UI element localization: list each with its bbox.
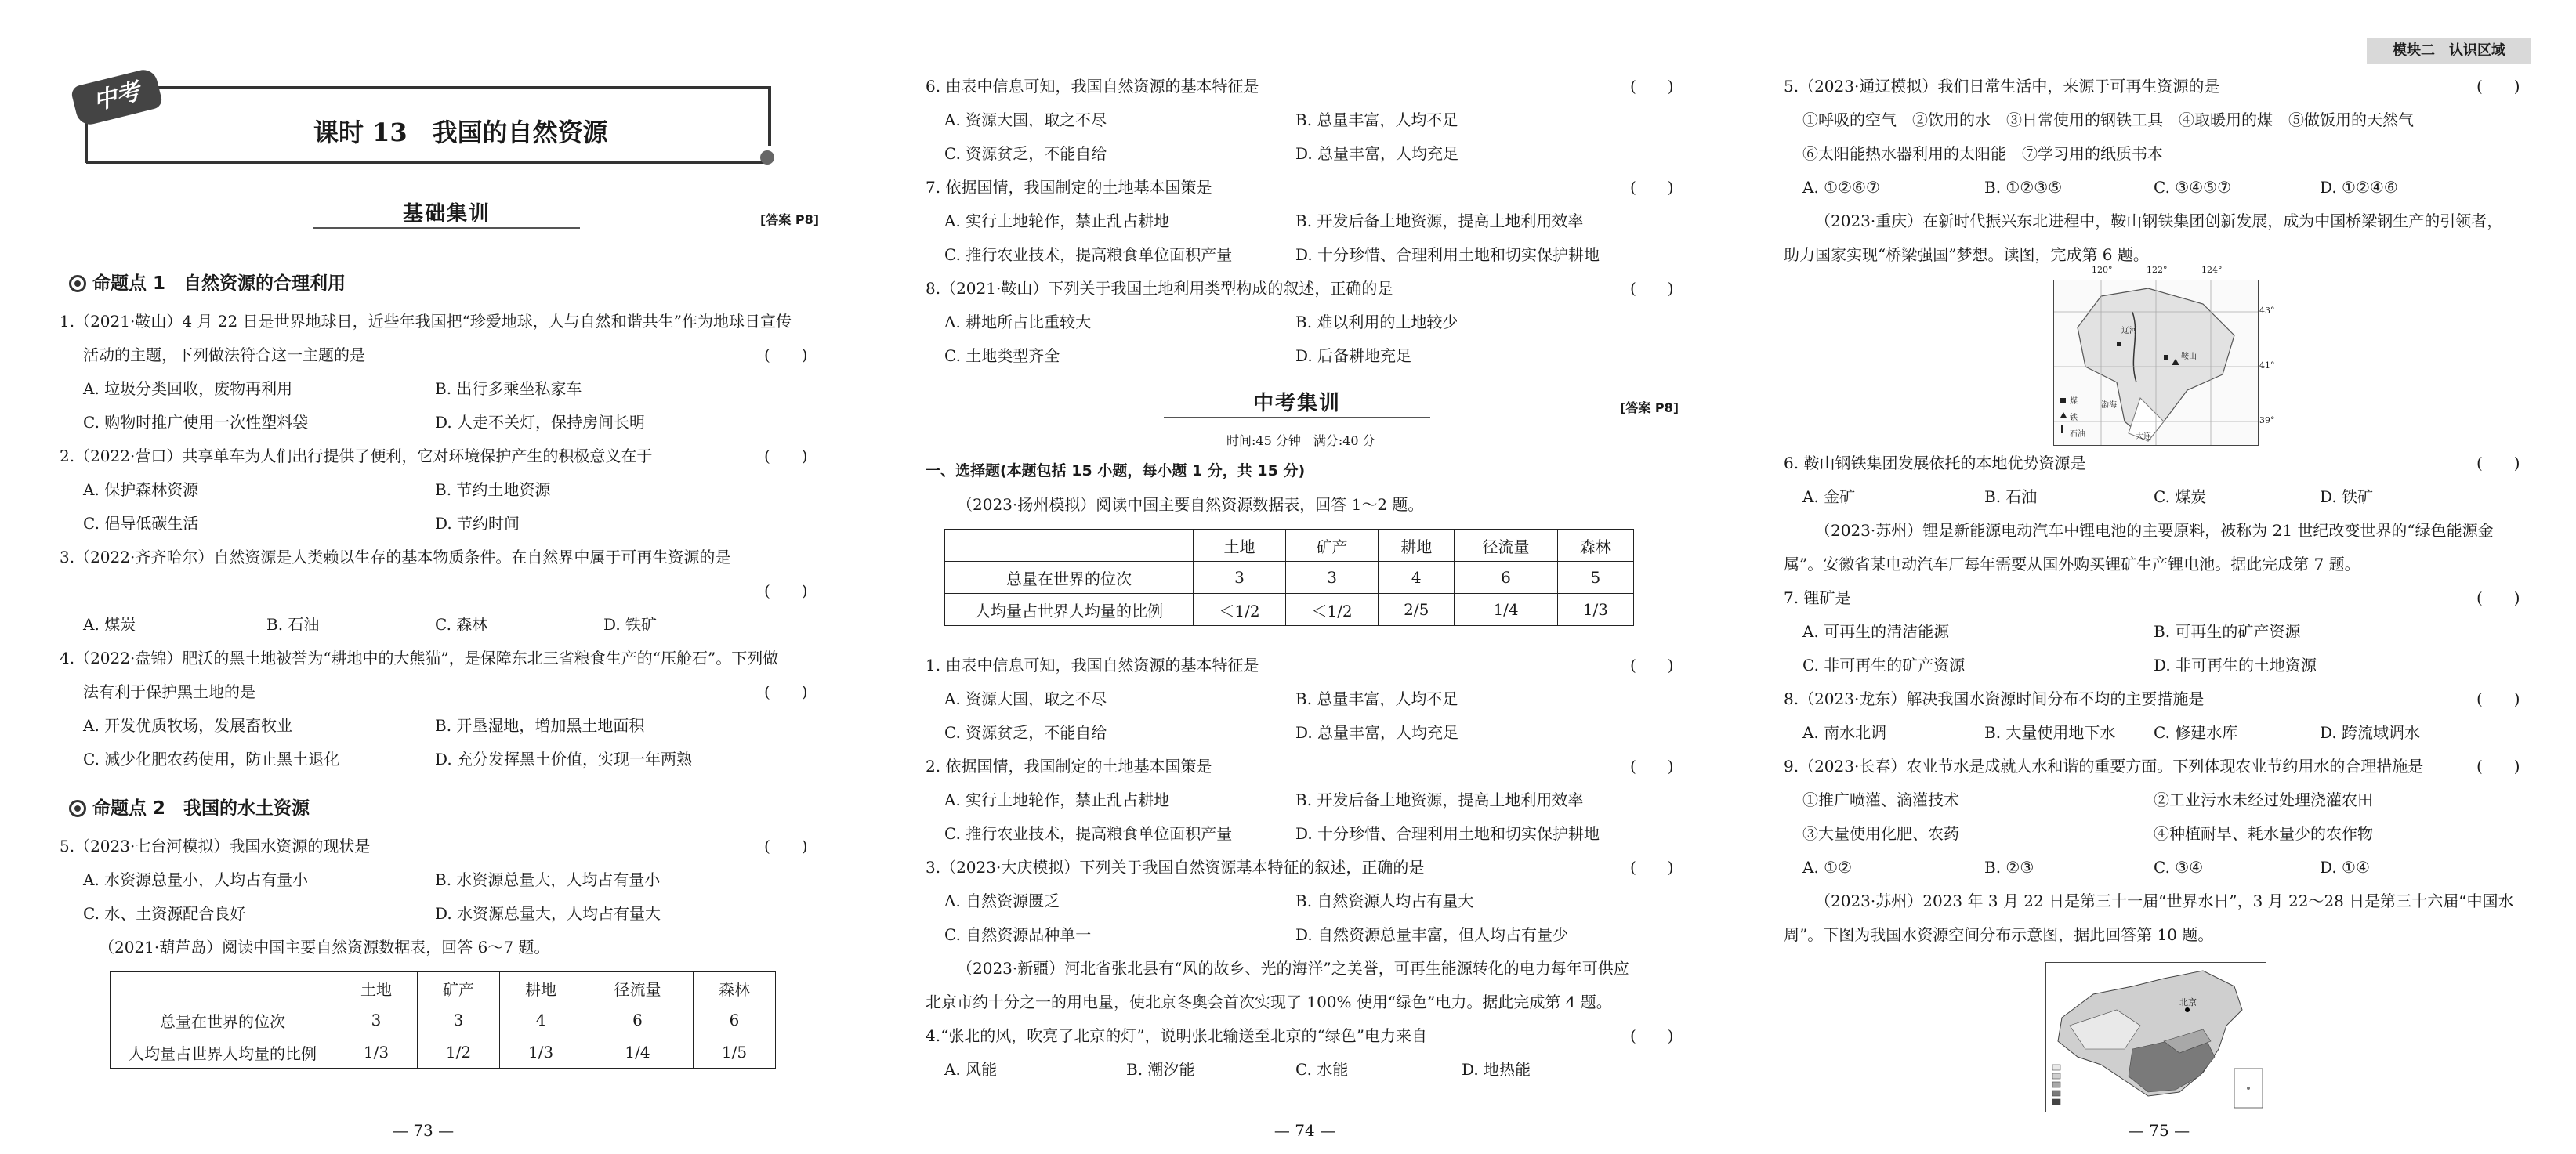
table-cell: 1/4 <box>582 1036 694 1069</box>
middle-page <box>921 0 1689 1154</box>
q5-option-d[interactable]: D. 水资源总量大，人均占有量大 <box>435 904 661 923</box>
q5-option-c[interactable]: C. 水、土资源配合良好 <box>83 904 246 923</box>
section-heading-underline <box>1164 417 1430 418</box>
m-q3-option-c[interactable]: C. 自然资源品种单一 <box>944 925 1092 944</box>
q3-answer-blank[interactable]: ( ) <box>764 581 808 600</box>
r-q5-stem: 5.（2023·通辽模拟）我们日常生活中，来源于可再生资源的是 <box>1784 77 2220 96</box>
q7-option-a[interactable]: A. 实行土地轮作，禁止乱占耕地 <box>944 212 1170 230</box>
q4-answer-blank[interactable]: ( ) <box>764 682 808 701</box>
topic-2-heading <box>69 794 310 819</box>
liaoning-map-graphic <box>2054 280 2258 445</box>
legend-iron: 铁 <box>2070 414 2078 422</box>
q3-option-a[interactable]: A. 煤炭 <box>83 615 136 634</box>
q6-7-intro: （2021·葫芦岛）阅读中国主要自然资源数据表，回答 6～7 题。 <box>99 938 550 957</box>
module-header-tag <box>2367 38 2531 64</box>
q8-stem: 8.（2021·鞍山）下列关于我国土地利用类型构成的叙述，正确的是 <box>926 279 1393 298</box>
r-q7-option-d[interactable]: D. 非可再生的土地资源 <box>2154 656 2317 675</box>
banner-top-rule <box>125 86 768 89</box>
q4-option-a[interactable]: A. 开发优质牧场，发展畜牧业 <box>83 716 293 735</box>
q4-stem-2: 法有利于保护黑土地的是 <box>83 682 255 701</box>
q8-option-a[interactable]: A. 耕地所占比重较大 <box>944 313 1092 331</box>
target-icon <box>69 800 86 817</box>
q2-option-b[interactable]: B. 节约土地资源 <box>435 480 551 499</box>
q2-option-a[interactable]: A. 保护森林资源 <box>83 480 199 499</box>
part-title: 一、选择题(本题包括 15 小题，每小题 1 分，共 15 分) <box>926 462 1306 479</box>
m-q4-option-b[interactable]: B. 潮汐能 <box>1126 1060 1195 1079</box>
m-q1-option-d[interactable]: D. 总量丰富，人均充足 <box>1295 723 1459 742</box>
table-cell: ＜1/2 <box>1286 594 1379 626</box>
table-cell: 总量在世界的位次 <box>945 562 1194 594</box>
q1-option-a[interactable]: A. 垃圾分类回收，废物再利用 <box>83 379 293 398</box>
table-cell: 3 <box>1194 562 1286 594</box>
q6-option-c[interactable]: C. 资源贫乏，不能自给 <box>944 144 1107 163</box>
table-header-cell <box>945 530 1194 562</box>
q6-stem: 6. 由表中信息可知，我国自然资源的基本特征是 <box>926 77 1259 96</box>
q1-option-b[interactable]: B. 出行多乘坐私家车 <box>435 379 582 398</box>
q1-option-c[interactable]: C. 购物时推广使用一次性塑料袋 <box>83 413 309 432</box>
r-q7-stem: 7. 锂矿是 <box>1784 588 1851 607</box>
q4-intro-2: 北京市约十分之一的用电量，使北京冬奥会首次实现了 100% 使用“绿色”电力。据此完成第 4 题。 <box>926 993 1612 1011</box>
q2-answer-blank[interactable]: ( ) <box>764 447 808 465</box>
q2-stem: 2.（2022·营口）共享单车为人们出行提供了便利，它对环境保护产生的积极意义在于 <box>60 447 653 465</box>
m-q1-answer-blank[interactable]: ( ) <box>1630 656 1674 675</box>
time-info: 时间:45 分钟 满分:40 分 <box>1226 433 1375 448</box>
m-q2-option-c[interactable]: C. 推行农业技术，提高粮食单位面积产量 <box>944 824 1233 843</box>
q6-option-b[interactable]: B. 总量丰富，人均不足 <box>1295 110 1458 129</box>
q5-answer-blank[interactable]: ( ) <box>764 837 808 856</box>
q6-intro-2: 助力国家实现“桥梁强国”梦想。读图，完成第 6 题。 <box>1784 245 2149 264</box>
table-cell: 6 <box>582 1004 694 1036</box>
legend-coal: 煤 <box>2070 397 2078 406</box>
q6-intro-1: （2023·重庆）在新时代振兴东北进程中，鞍山钢铁集团创新发展，成为中国桥梁钢生产的引领者， <box>1815 212 2503 230</box>
section-heading <box>337 197 556 229</box>
place-label: 渤海 <box>2101 401 2117 410</box>
r-q8-option-a[interactable]: A. 南水北调 <box>1802 723 1887 742</box>
page-number: — 74 — <box>1274 1121 1336 1140</box>
table-cell: 人均量占世界人均量的比例 <box>111 1036 335 1069</box>
table-cell: 3 <box>335 1004 418 1036</box>
table-header-row <box>945 530 1634 562</box>
page-number: — 73 — <box>392 1121 455 1140</box>
table-cell: 5 <box>1557 562 1633 594</box>
m-q1-option-a[interactable]: A. 资源大国，取之不尽 <box>944 689 1107 708</box>
q7-option-c[interactable]: C. 推行农业技术，提高粮食单位面积产量 <box>944 245 1233 264</box>
table-header-cell: 矿产 <box>418 972 500 1004</box>
resource-table-left <box>110 971 776 1069</box>
q2-option-d[interactable]: D. 节约时间 <box>435 514 520 533</box>
place-label: 辽河 <box>2121 327 2137 335</box>
m-q3-answer-blank[interactable]: ( ) <box>1630 858 1674 877</box>
table-header-cell: 耕地 <box>1379 530 1455 562</box>
page-number: — 75 — <box>2128 1121 2190 1140</box>
m-q1-stem: 1. 由表中信息可知，我国自然资源的基本特征是 <box>926 656 1259 675</box>
china-water-resource-map <box>2045 962 2266 1112</box>
table-header-cell: 矿产 <box>1286 530 1379 562</box>
r-q5-items-1: ①呼吸的空气 ②饮用的水 ③日常使用的钢铁工具 ④取暖用的煤 ⑤做饭用的天然气 <box>1802 110 2414 129</box>
table-header-cell: 森林 <box>693 972 775 1004</box>
r-q8-option-c[interactable]: C. 修建水库 <box>2154 723 2238 742</box>
banner-bottom-rule <box>86 161 768 164</box>
module-header-text: 模块二 认识区域 <box>2393 42 2505 59</box>
topic-2-text: 命题点 2 我国的水土资源 <box>92 798 310 819</box>
table-cell: 1/3 <box>335 1036 418 1069</box>
logo-badge <box>70 67 163 156</box>
q7-option-d[interactable]: D. 十分珍惜、合理利用土地和切实保护耕地 <box>1295 245 1600 264</box>
r-q9-option-b[interactable]: B. ②③ <box>1984 858 2034 877</box>
q4-option-b[interactable]: B. 开垦湿地，增加黑土地面积 <box>435 716 645 735</box>
r-q7-option-a[interactable]: A. 可再生的清洁能源 <box>1802 622 1950 641</box>
lesson-title: 课时 13 我国的自然资源 <box>313 118 608 147</box>
r-q5-option-b[interactable]: B. ①②③⑤ <box>1984 178 2063 197</box>
r-q9-item-3: ③大量使用化肥、农药 <box>1802 824 1959 843</box>
logo-text: 中考123 <box>90 78 154 156</box>
legend-oil: 石油 <box>2070 430 2085 439</box>
q6-option-a[interactable]: A. 资源大国，取之不尽 <box>944 110 1107 129</box>
table-row <box>111 1036 776 1069</box>
resource-table-middle <box>944 529 1634 626</box>
r-q9-option-a[interactable]: A. ①② <box>1802 858 1853 877</box>
r-q9-item-4: ④种植耐旱、耗水量少的农作物 <box>2154 824 2373 843</box>
table-cell: 总量在世界的位次 <box>111 1004 335 1036</box>
q4-option-d[interactable]: D. 充分发挥黑土价值，实现一年两熟 <box>435 750 693 769</box>
banner-dot <box>760 150 774 165</box>
r-q5-option-d[interactable]: D. ①②④⑥ <box>2320 178 2398 197</box>
m-q2-answer-blank[interactable]: ( ) <box>1630 757 1674 776</box>
q3-option-d[interactable]: D. 铁矿 <box>603 615 658 634</box>
section-heading <box>1187 387 1407 418</box>
r-q9-stem: 9.（2023·长春）农业节水是成就人水和谐的重要方面。下列体现农业节约用水的合理措施是 <box>1784 757 2424 776</box>
table-header-cell: 耕地 <box>500 972 582 1004</box>
m-q3-option-b[interactable]: B. 自然资源人均占有量大 <box>1295 892 1474 910</box>
q5-stem: 5.（2023·七台河模拟）我国水资源的现状是 <box>60 837 371 856</box>
right-page <box>1779 0 2539 1154</box>
r-q6-option-a[interactable]: A. 金矿 <box>1802 487 1856 506</box>
m-q2-option-b[interactable]: B. 开发后备土地资源，提高土地利用效率 <box>1295 790 1584 809</box>
q5-option-b[interactable]: B. 水资源总量大，人均占有量小 <box>435 870 661 889</box>
table-header-cell: 土地 <box>335 972 418 1004</box>
table-header-cell: 森林 <box>1557 530 1633 562</box>
table-cell: 人均量占世界人均量的比例 <box>945 594 1194 626</box>
m-q3-option-d[interactable]: D. 自然资源总量丰富，但人均占有量少 <box>1295 925 1569 944</box>
q1-option-d[interactable]: D. 人走不关灯，保持房间长明 <box>435 413 646 432</box>
r-q9-option-d[interactable]: D. ①④ <box>2320 858 2370 877</box>
place-label: 大连 <box>2136 432 2151 441</box>
r-q9-item-2: ②工业污水未经过处理浇灌农田 <box>2154 790 2373 809</box>
left-page <box>55 0 820 1154</box>
table-header-cell: 土地 <box>1194 530 1286 562</box>
topic-1-text: 命题点 1 自然资源的合理利用 <box>92 273 346 294</box>
r-q5-option-c[interactable]: C. ③④⑤⑦ <box>2154 178 2232 197</box>
lon-label: 122° <box>2147 265 2168 275</box>
section-heading-underline <box>313 227 580 229</box>
q10-intro-2: 周”。下图为我国水资源空间分布示意图，据此回答第 10 题。 <box>1784 925 2214 944</box>
liaoning-resource-map <box>2053 265 2275 446</box>
table-cell: 1/5 <box>693 1036 775 1069</box>
q1-stem-2: 活动的主题，下列做法符合这一主题的是 <box>83 345 365 364</box>
table-cell: ＜1/2 <box>1194 594 1286 626</box>
q7-stem: 7. 依据国情，我国制定的土地基本国策是 <box>926 178 1212 197</box>
r-q6-answer-blank[interactable]: ( ) <box>2476 454 2520 472</box>
lat-label: 41° <box>2259 360 2275 371</box>
q3-option-c[interactable]: C. 森林 <box>435 615 488 634</box>
table-cell: 4 <box>500 1004 582 1036</box>
m-q1-option-b[interactable]: B. 总量丰富，人均不足 <box>1295 689 1458 708</box>
q2-option-c[interactable]: C. 倡导低碳生活 <box>83 514 199 533</box>
table-cell: 1/2 <box>418 1036 500 1069</box>
table-cell: 2/5 <box>1379 594 1455 626</box>
table-header-cell: 径流量 <box>582 972 694 1004</box>
table-cell: 3 <box>418 1004 500 1036</box>
q8-option-d[interactable]: D. 后备耕地充足 <box>1295 346 1412 365</box>
table-cell: 6 <box>693 1004 775 1036</box>
m-q4-stem: 4.“张北的风，吹亮了北京的灯”，说明张北输送至北京的“绿色”电力来自 <box>926 1026 1427 1045</box>
q3-option-b[interactable]: B. 石油 <box>266 615 320 634</box>
table-cell: 6 <box>1455 562 1557 594</box>
m-q4-option-d[interactable]: D. 地热能 <box>1462 1060 1531 1079</box>
m-q4-option-c[interactable]: C. 水能 <box>1295 1060 1349 1079</box>
r-q6-option-c[interactable]: C. 煤炭 <box>2154 487 2207 506</box>
q8-answer-blank[interactable]: ( ) <box>1630 279 1674 298</box>
q4-option-c[interactable]: C. 减少化肥农药使用，防止黑土退化 <box>83 750 340 769</box>
m-q2-option-a[interactable]: A. 实行土地轮作，禁止乱占耕地 <box>944 790 1170 809</box>
table-row <box>111 1004 776 1036</box>
r-q8-stem: 8.（2023·龙东）解决我国水资源时间分布不均的主要措施是 <box>1784 689 2205 708</box>
m-q3-option-a[interactable]: A. 自然资源匮乏 <box>944 892 1060 910</box>
lesson-title-banner <box>78 78 823 165</box>
q8-option-b[interactable]: B. 难以利用的土地较少 <box>1295 313 1458 331</box>
r-q7-option-c[interactable]: C. 非可再生的矿产资源 <box>1802 656 1966 675</box>
r-q6-stem: 6. 鞍山钢铁集团发展依托的本地优势资源是 <box>1784 454 2086 472</box>
table-cell: 4 <box>1379 562 1455 594</box>
r-q6-option-d[interactable]: D. 铁矿 <box>2320 487 2374 506</box>
china-map-graphic <box>2046 963 2266 1112</box>
q10-intro-1: （2023·苏州）2023 年 3 月 22 日是第三十一届“世界水日”，3 月 22～28 日是第三十六届“中国水 <box>1815 892 2514 910</box>
table-cell: 1/3 <box>500 1036 582 1069</box>
q1-answer-blank[interactable]: ( ) <box>764 345 808 364</box>
q6-answer-blank[interactable]: ( ) <box>1630 77 1674 96</box>
q4-intro-1: （2023·新疆）河北省张北县有“风的故乡、光的海洋”之美誉，可再生能源转化的电力每年可供应 <box>957 959 1629 978</box>
r-q5-items-2: ⑥太阳能热水器利用的太阳能 ⑦学习用的纸质书本 <box>1802 144 2163 163</box>
answer-ref: [答案 P8] <box>1620 400 1679 415</box>
q3-stem: 3.（2022·齐齐哈尔）自然资源是人类赖以生存的基本物质条件。在自然界中属于可再生资源的是 <box>60 548 731 566</box>
q8-option-c[interactable]: C. 土地类型齐全 <box>944 346 1060 365</box>
q1-stem-1: 1.（2021·鞍山）4 月 22 日是世界地球日，近些年我国把“珍爱地球，人与自然和谐共生”作为地球日宣传 <box>60 312 792 331</box>
table-cell: 3 <box>1286 562 1379 594</box>
m-q3-stem: 3.（2023·大庆模拟）下列关于我国自然资源基本特征的叙述，正确的是 <box>926 858 1425 877</box>
m-q4-option-a[interactable]: A. 风能 <box>944 1060 998 1079</box>
section-heading-text: 基础集训 <box>402 202 491 226</box>
r-q8-option-b[interactable]: B. 大量使用地下水 <box>1984 723 2116 742</box>
r-q9-option-c[interactable]: C. ③④ <box>2154 858 2204 877</box>
r-q8-option-d[interactable]: D. 跨流域调水 <box>2320 723 2421 742</box>
q1-2-intro: （2023·扬州模拟）阅读中国主要自然资源数据表，回答 1～2 题。 <box>957 495 1424 514</box>
r-q9-item-1: ①推广喷灌、滴灌技术 <box>1802 790 1959 809</box>
r-q8-answer-blank[interactable]: ( ) <box>2476 689 2520 708</box>
q6-option-d[interactable]: D. 总量丰富，人均充足 <box>1295 144 1459 163</box>
table-header-row <box>111 972 776 1004</box>
q7-intro-1: （2023·苏州）锂是新能源电动汽车中锂电池的主要原料，被称为 21 世纪改变世界的“绿色能源金 <box>1815 521 2494 540</box>
r-q9-answer-blank[interactable]: ( ) <box>2476 757 2520 776</box>
m-q4-answer-blank[interactable]: ( ) <box>1630 1026 1674 1045</box>
banner-right-bar <box>768 86 771 146</box>
lat-label: 39° <box>2259 415 2275 425</box>
table-row <box>945 594 1634 626</box>
table-cell: 1/3 <box>1557 594 1633 626</box>
table-row <box>945 562 1634 594</box>
m-q1-option-c[interactable]: C. 资源贫乏，不能自给 <box>944 723 1107 742</box>
lat-label: 43° <box>2259 306 2275 316</box>
place-beijing: 北京 <box>2179 997 2197 1007</box>
r-q5-option-a[interactable]: A. ①②⑥⑦ <box>1802 178 1880 197</box>
table-header-cell: 径流量 <box>1455 530 1557 562</box>
r-q7-answer-blank[interactable]: ( ) <box>2476 588 2520 607</box>
q7-intro-2: 属”。安徽省某电动汽车厂每年需要从国外购买锂矿生产锂电池。据此完成第 7 题。 <box>1784 555 2360 573</box>
r-q7-option-b[interactable]: B. 可再生的矿产资源 <box>2154 622 2301 641</box>
q5-option-a[interactable]: A. 水资源总量小，人均占有量小 <box>83 870 309 889</box>
target-icon <box>69 275 86 292</box>
place-label: 鞍山 <box>2181 353 2197 361</box>
table-cell: 1/4 <box>1455 594 1557 626</box>
q7-answer-blank[interactable]: ( ) <box>1630 178 1674 197</box>
r-q5-answer-blank[interactable]: ( ) <box>2476 77 2520 96</box>
section-heading-text: 中考集训 <box>1252 392 1341 415</box>
table-header-cell <box>111 972 335 1004</box>
m-q2-option-d[interactable]: D. 十分珍惜、合理利用土地和切实保护耕地 <box>1295 824 1600 843</box>
q7-option-b[interactable]: B. 开发后备土地资源，提高土地利用效率 <box>1295 212 1584 230</box>
topic-1-heading <box>69 269 346 295</box>
m-q2-stem: 2. 依据国情，我国制定的土地基本国策是 <box>926 757 1212 776</box>
answer-ref: [答案 P8] <box>760 212 820 227</box>
q4-stem-1: 4.（2022·盘锦）肥沃的黑土地被誉为“耕地中的大熊猫”，是保障东北三省粮食生产的“压舱石”。下列做 <box>60 649 779 667</box>
lon-label: 120° <box>2092 265 2113 275</box>
lon-label: 124° <box>2201 265 2223 275</box>
r-q6-option-b[interactable]: B. 石油 <box>1984 487 2038 506</box>
